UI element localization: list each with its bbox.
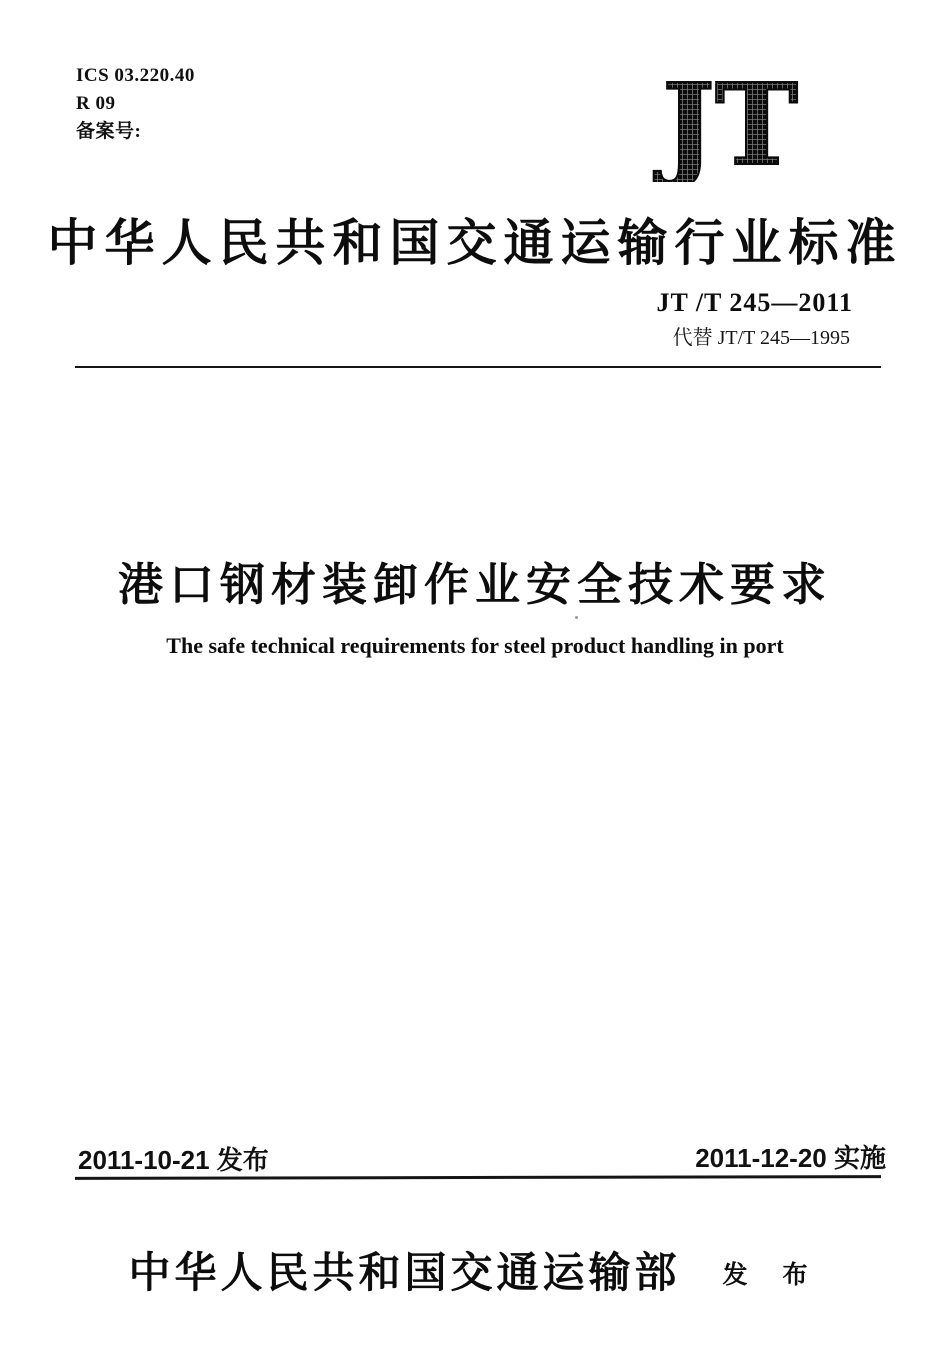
replaces-note: 代替 JT/T 245—1995 [672,327,850,349]
document-title-en: The safe technical requirements for steel product handling in port [166,633,784,658]
effective-date: 2011-12-20 实施 [695,1143,886,1173]
release-label: 发 布 [722,1261,822,1289]
jt-logo-icon [630,72,830,182]
header-divider [75,366,881,368]
ics-code: ICS 03.220.40 [76,65,195,86]
document-title-zh: 港口钢材装卸作业安全技术要求 [117,559,832,610]
issuing-authority: 中华人民共和国交通运输部 [128,1251,681,1297]
jt-logo-letters: JT [661,72,799,182]
classification-block [76,62,195,146]
standard-number: JT /T 245—2011 [656,288,853,317]
footer [0,1240,950,1300]
scan-artifact-dot [575,616,578,619]
issue-date: 2011-10-21 发布 [78,1145,269,1175]
jt-logo [630,72,830,182]
footer-divider [75,1175,881,1180]
classification-code: R 09 [76,93,116,114]
record-number-label: 备案号: [76,121,142,142]
standard-type-title: 中华人民共和国交通运输行业标准 [47,215,903,271]
